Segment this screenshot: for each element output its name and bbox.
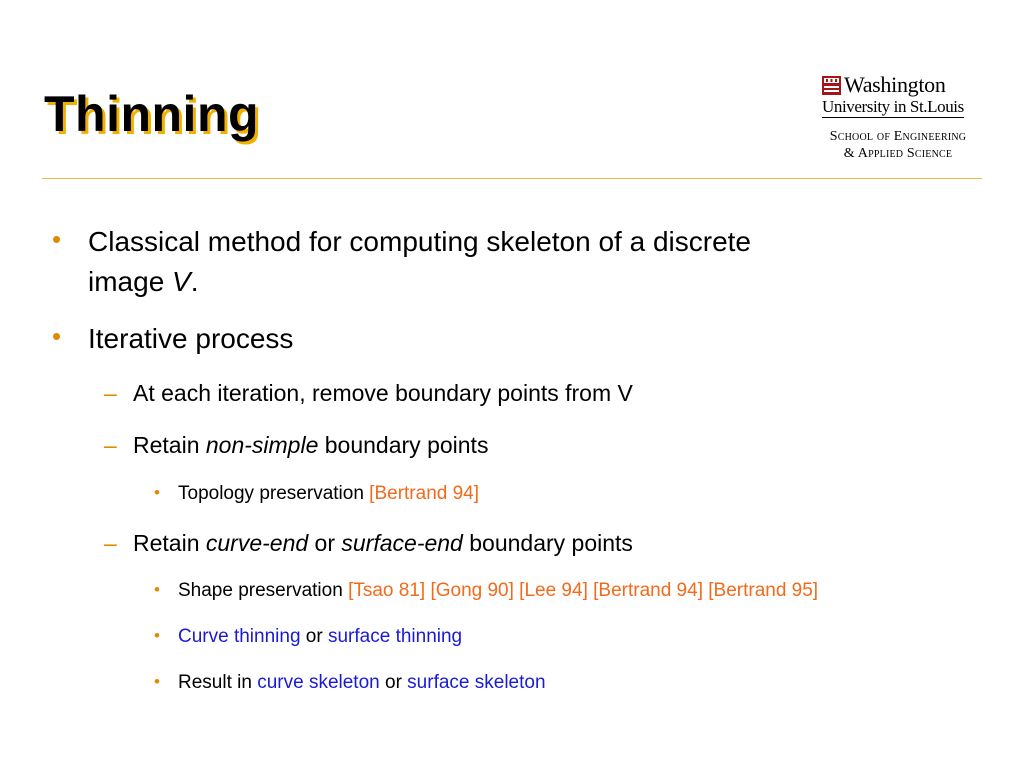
- reference-list: [Tsao 81] [Gong 90] [Lee 94] [Bertrand 94] [Bertrand 95]: [348, 580, 819, 601]
- item-text: Curve thinning or surface thinning: [178, 626, 463, 647]
- dash-marker: –: [104, 380, 117, 406]
- bullet-text-cont: image V.: [88, 266, 199, 297]
- logo-university: University in St.Louis: [822, 97, 964, 116]
- bullet-marker: •: [154, 672, 160, 691]
- item-text: Result in curve skeleton or surface skeleton: [178, 672, 546, 693]
- bullet-marker: •: [52, 321, 62, 351]
- link-curve-thinning: Curve thinning: [178, 626, 301, 647]
- slide-title: Thinning: [44, 86, 260, 142]
- logo-school-line2: & Applied Science: [843, 146, 953, 161]
- dash-marker: –: [104, 530, 117, 556]
- bullet-text: Iterative process: [88, 323, 294, 354]
- title-divider: [42, 178, 982, 179]
- logo-school-line1: School of Engineering: [829, 129, 967, 144]
- reference-bertrand-94: [Bertrand 94]: [369, 483, 480, 504]
- sub-bullet-text: Retain non-simple boundary points: [133, 432, 489, 458]
- bullet-marker: •: [154, 483, 160, 502]
- bullet-text: Classical method for computing skeleton of a discrete: [88, 226, 751, 257]
- bullet-marker: •: [154, 580, 160, 599]
- link-surface-skeleton: surface skeleton: [407, 672, 546, 693]
- item-text: Topology preservation [Bertrand 94]: [178, 483, 480, 504]
- shield-icon: [822, 76, 841, 95]
- logo-school: [812, 128, 984, 162]
- sub-bullet-text: Retain curve-end or surface-end boundary points: [133, 530, 633, 556]
- dash-marker: –: [104, 432, 117, 458]
- bullet-marker: •: [154, 626, 160, 645]
- link-surface-thinning: surface thinning: [327, 626, 463, 647]
- item-text: Shape preservation [Tsao 81] [Gong 90] [Lee 94] [Bertrand 94] [Bertrand 95]: [178, 580, 819, 601]
- university-logo: [812, 72, 984, 167]
- link-curve-skeleton: curve skeleton: [257, 672, 380, 693]
- logo-washington: Washington: [844, 72, 946, 97]
- sub-bullet-text: At each iteration, remove boundary points from V: [133, 380, 633, 406]
- bullet-marker: •: [52, 224, 62, 254]
